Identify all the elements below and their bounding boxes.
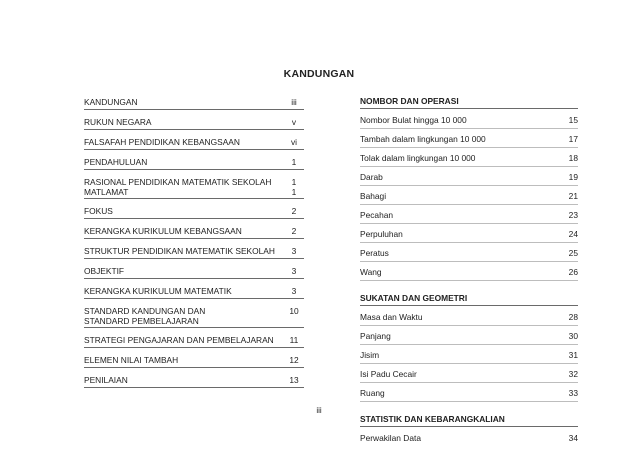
toc-row <box>360 331 578 345</box>
toc-entry-page: iii <box>291 97 297 107</box>
toc-entry-title: FOKUS <box>84 206 113 216</box>
toc-row <box>84 354 304 368</box>
toc-entry-page: 25 <box>568 248 578 258</box>
toc-row <box>360 229 578 243</box>
toc-entry-title: RUKUN NEGARA <box>84 117 152 127</box>
toc-row <box>360 350 578 364</box>
toc-entry-page: 19 <box>568 172 578 182</box>
toc-entry-page: 24 <box>568 229 578 239</box>
toc-entry-title: PENDAHULUAN <box>84 157 148 167</box>
toc-row <box>84 374 304 388</box>
toc-entry-title: STRATEGI PENGAJARAN DAN PEMBELAJARAN <box>84 335 274 345</box>
toc-entry-title: Darab <box>360 172 383 182</box>
page-title: KANDUNGAN <box>283 68 355 80</box>
toc-entry-title: KANDUNGAN <box>84 97 138 107</box>
toc-entry-title: Wang <box>360 267 382 277</box>
toc-entry-page: 21 <box>568 191 578 201</box>
toc-entry-page: 32 <box>568 369 578 379</box>
toc-entry-page: 2 <box>291 206 297 216</box>
toc-section <box>360 414 578 446</box>
toc-row <box>84 225 304 239</box>
toc-row <box>84 205 304 219</box>
toc-entry-page: 11 <box>289 335 299 345</box>
toc-entry-page: 12 <box>289 355 299 365</box>
toc-entry-title: Tolak dalam lingkungan 10 000 <box>360 153 476 163</box>
toc-row <box>360 312 578 326</box>
toc-section <box>360 96 578 281</box>
toc-row <box>84 96 304 110</box>
toc-entry-title: Masa dan Waktu <box>360 312 423 322</box>
toc-row <box>84 285 304 299</box>
toc-entry-page: 31 <box>568 350 578 360</box>
toc-entry-page: 30 <box>568 331 578 341</box>
section-heading: SUKATAN DAN GEOMETRI <box>360 293 578 306</box>
toc-row <box>360 388 578 402</box>
toc-entry-title: FALSAFAH PENDIDIKAN KEBANGSAAN <box>84 137 240 147</box>
toc-entry-page: 13 <box>289 375 299 385</box>
toc-row <box>360 134 578 148</box>
toc-row <box>84 265 304 279</box>
toc-entry-page: 18 <box>568 153 578 163</box>
toc-entry-page: 33 <box>568 388 578 398</box>
toc-row <box>360 115 578 129</box>
toc-entry-title: Peratus <box>360 248 389 258</box>
toc-entry-page: 15 <box>568 115 578 125</box>
toc-row <box>360 210 578 224</box>
toc-row <box>360 369 578 383</box>
section-heading: NOMBOR DAN OPERASI <box>360 96 578 109</box>
toc-row <box>360 248 578 262</box>
toc-row <box>360 191 578 205</box>
toc-entry-title: ELEMEN NILAI TAMBAH <box>84 355 179 365</box>
toc-entry-title: Perwakilan Data <box>360 433 421 443</box>
toc-entry-title: STANDARD KANDUNGAN DAN STANDARD PEMBELAJARAN <box>84 306 206 326</box>
toc-entry-title: Nombor Bulat hingga 10 000 <box>360 115 467 125</box>
toc-section <box>360 293 578 402</box>
toc-entry-page: 26 <box>568 267 578 277</box>
toc-row <box>84 136 304 150</box>
toc-row <box>84 305 304 328</box>
toc-right-column <box>360 96 578 451</box>
toc-entry-title: PENILAIAN <box>84 375 128 385</box>
toc-entry-title: Panjang <box>360 331 391 341</box>
toc-entry-page: 17 <box>568 134 578 144</box>
page-number: iii <box>316 406 322 415</box>
toc-entry-title: KERANGKA KURIKULUM MATEMATIK <box>84 286 232 296</box>
toc-entry-page: 1 1 <box>291 177 297 197</box>
toc-row <box>84 156 304 170</box>
toc-entry-page: 3 <box>291 246 297 256</box>
toc-entry-title: STRUKTUR PENDIDIKAN MATEMATIK SEKOLAH <box>84 246 275 256</box>
toc-entry-title: Tambah dalam lingkungan 10 000 <box>360 134 486 144</box>
toc-row <box>84 245 304 259</box>
toc-entry-page: 1 <box>291 157 297 167</box>
toc-entry-title: OBJEKTIF <box>84 266 125 276</box>
toc-left-column <box>84 96 304 394</box>
toc-row <box>360 172 578 186</box>
toc-entry-page: vi <box>290 137 298 147</box>
toc-entry-title: Jisim <box>360 350 380 360</box>
toc-row <box>360 153 578 167</box>
toc-entry-page: 3 <box>291 286 297 296</box>
toc-entry-title: RASIONAL PENDIDIKAN MATEMATIK SEKOLAH MATLAMAT <box>84 177 272 197</box>
toc-entry-page: 3 <box>291 266 297 276</box>
toc-entry-title: Pecahan <box>360 210 394 220</box>
toc-entry-title: Perpuluhan <box>360 229 403 239</box>
toc-entry-page: 28 <box>568 312 578 322</box>
toc-row <box>84 334 304 348</box>
toc-entry-title: Isi Padu Cecair <box>360 369 417 379</box>
toc-entry-title: Ruang <box>360 388 385 398</box>
toc-entry-title: KERANGKA KURIKULUM KEBANGSAAN <box>84 226 242 236</box>
section-heading: STATISTIK DAN KEBARANGKALIAN <box>360 414 578 427</box>
toc-row <box>360 433 578 446</box>
toc-entry-title: Bahagi <box>360 191 387 201</box>
toc-entry-page: v <box>291 117 297 127</box>
toc-row <box>84 176 304 199</box>
toc-row <box>360 267 578 281</box>
toc-entry-page: 34 <box>568 433 578 443</box>
toc-entry-page: 23 <box>568 210 578 220</box>
toc-entry-page: 2 <box>291 226 297 236</box>
toc-entry-page: 10 <box>289 306 299 316</box>
toc-row <box>84 116 304 130</box>
